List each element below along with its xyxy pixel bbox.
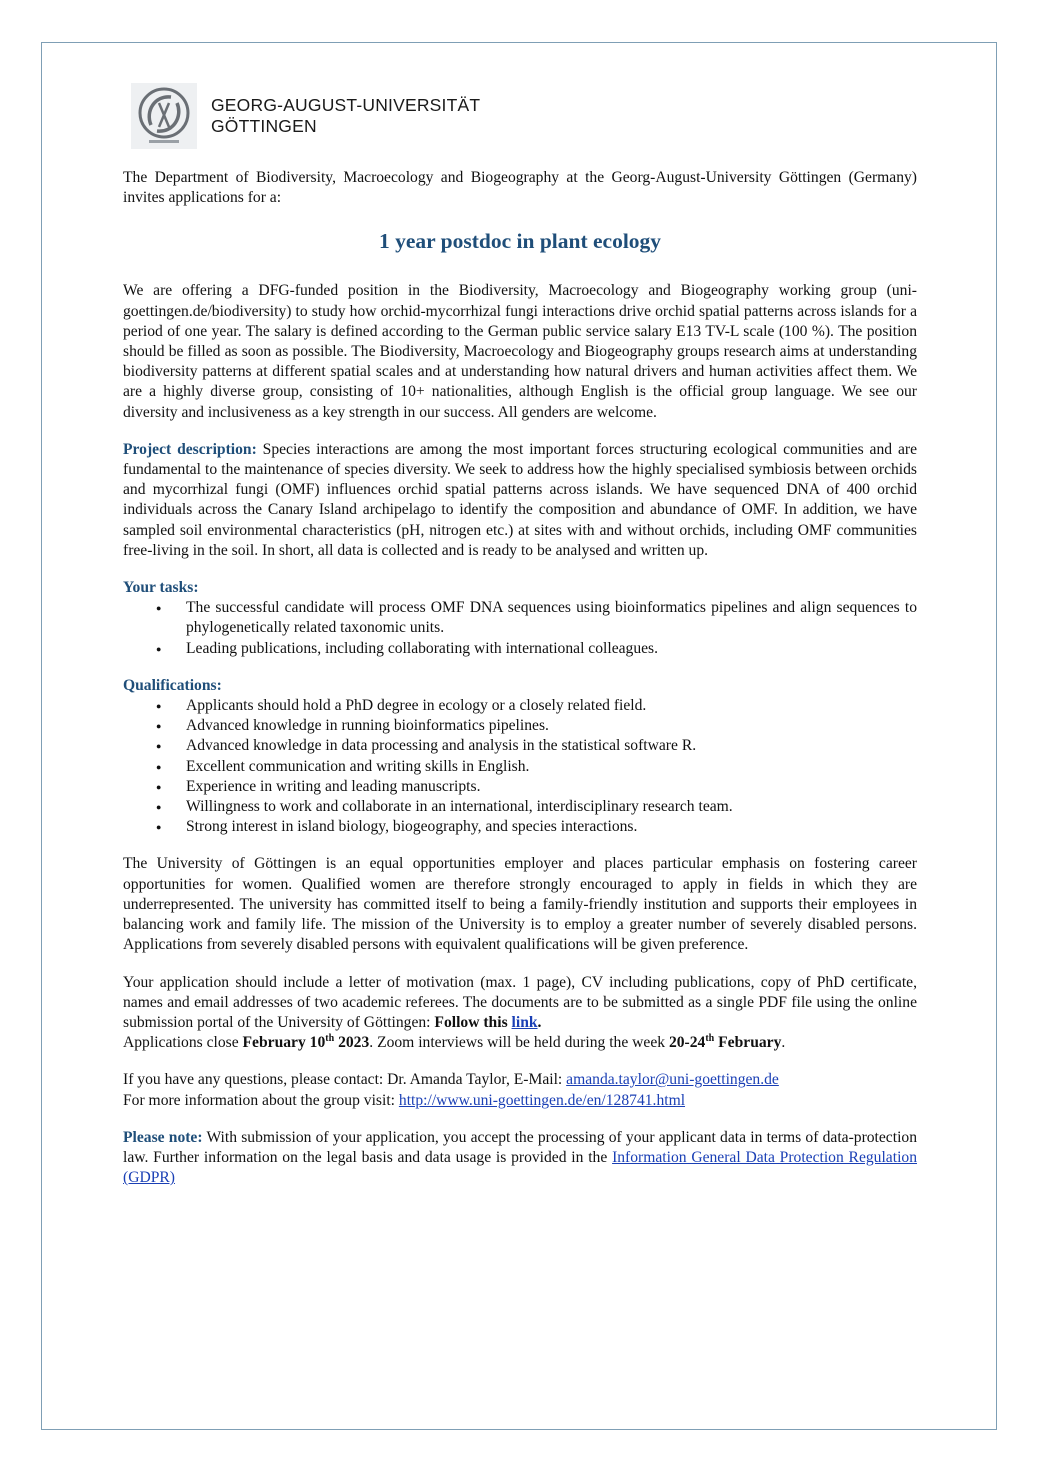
contact-paragraph bbox=[123, 1070, 917, 1110]
follow-text: Follow this bbox=[434, 1013, 512, 1031]
tasks-list bbox=[123, 598, 917, 659]
tasks-heading: Your tasks: bbox=[123, 579, 199, 597]
list-item: ● Leading publications, including collaborating with international colleagues. bbox=[186, 639, 917, 659]
interview-end: . bbox=[781, 1034, 786, 1052]
info-prefix: For more information about the group visit: bbox=[123, 1091, 399, 1109]
list-item: ● Applicants should hold a PhD degree in ecology or a closely related field. bbox=[186, 696, 917, 716]
application-text: Your application should include a letter of motivation (max. 1 page), CV including publications, copy of PhD certificate, names and email addresses of two academic referees. The documents are to be submitted as a single PDF file using the online submission portal of the University of Göttingen: bbox=[123, 973, 917, 1031]
list-item: ● Experience in writing and leading manuscripts. bbox=[186, 777, 917, 797]
close-date-day: February 10 bbox=[242, 1034, 326, 1052]
list-item: ● Advanced knowledge in data processing and analysis in the statistical software R. bbox=[186, 736, 917, 756]
logo-line-2: GÖTTINGEN bbox=[211, 116, 317, 136]
note-heading: Please note: bbox=[123, 1128, 203, 1146]
application-link[interactable]: link bbox=[511, 1013, 538, 1031]
interview-text: . Zoom interviews will be held during the week bbox=[369, 1034, 669, 1052]
contact-prefix: If you have any questions, please contact: Dr. Amanda Taylor, E-Mail: bbox=[123, 1071, 567, 1089]
list-item: ● Strong interest in island biology, biogeography, and species interactions. bbox=[186, 817, 917, 837]
list-item: ● The successful candidate will process OMF DNA sequences using bioinformatics pipelines and align sequences to phylogenetically related taxonomic units. bbox=[186, 598, 917, 638]
list-item: ● Excellent communication and writing skills in English. bbox=[186, 757, 917, 777]
university-seal-icon bbox=[131, 83, 197, 149]
interview-week-range: 20-24 bbox=[668, 1034, 706, 1052]
qualifications-heading: Qualifications: bbox=[123, 676, 222, 694]
note-text: With submission of your application, you accept the processing of your applicant data in terms of data-protection law. Further information on the legal basis and data usage is provided in the bbox=[123, 1128, 917, 1166]
intro-paragraph: The Department of Biodiversity, Macroecology and Biogeography at the Georg-August-University Göttingen (Germany) invites applications for a: bbox=[123, 169, 917, 207]
interview-week bbox=[669, 1034, 781, 1051]
project-heading: Project description: bbox=[123, 440, 257, 458]
interview-week-month: February bbox=[714, 1034, 782, 1052]
qualifications-list bbox=[123, 696, 917, 837]
page-title: 1 year postdoc in plant ecology bbox=[378, 229, 662, 254]
equal-opportunity-paragraph: The University of Göttingen is an equal opportunities employer and places particular emphasis on fostering career opportunities for women. Qualified women are therefore strongly encouraged to apply in fields in which they are underrepresented. The university has committed itself to being a family-friendly institution and supports their employees in balancing work and family life. The mission of the University is to employ a greater number of severely disabled persons. Applications from severely disabled persons with equivalent qualifications will be given preference. bbox=[123, 855, 917, 954]
document-body bbox=[123, 168, 917, 1188]
list-item: ● Advanced knowledge in running bioinformatics pipelines. bbox=[186, 716, 917, 736]
project-text: Species interactions are among the most important forces structuring ecological communities and are fundamental to the maintenance of species diversity. We seek to address how the highly specialised symbiosis between orchids and mycorrhizal fungi (OMF) influences orchid spatial patterns across islands. We have sequenced DNA of 400 orchid individuals across the Canary Island archipelago to identify the composition and abundance of OMF. In addition, we have sampled soil environmental characteristics (pH, nitrogen etc.) at sites with and without orchids, including OMF communities free-living in the soil. In short, all data is collected and is ready to be analysed and written up. bbox=[123, 440, 917, 559]
follow-suffix: . bbox=[537, 1013, 542, 1031]
group-website-link[interactable]: http://www.uni-goettingen.de/en/128741.html bbox=[398, 1091, 686, 1109]
list-item: ● Willingness to work and collaborate in an international, interdisciplinary research team. bbox=[186, 797, 917, 817]
close-date-sup: th bbox=[325, 1032, 335, 1044]
close-date-year: 2023 bbox=[334, 1034, 370, 1052]
university-logo bbox=[131, 83, 480, 149]
project-description bbox=[123, 440, 917, 561]
gdpr-link[interactable]: Information General Data Protection Regulation (GDPR) bbox=[123, 1148, 917, 1187]
close-date bbox=[243, 1034, 370, 1051]
logo-line-1: GEORG-AUGUST-UNIVERSITÄT bbox=[211, 95, 481, 115]
interview-week-sup: th bbox=[705, 1032, 715, 1044]
position-description: We are offering a DFG-funded position in the Biodiversity, Macroecology and Biogeography working group (uni-goettingen.de/biodiversity) to study how orchid-mycorrhizal fungi interactions drive orchid spatial patterns across islands for a period of one year. The salary is defined according to the German public service salary E13 TV-L scale (100 %). The position should be filled as soon as possible. The Biodiversity, Macroecology and Biogeography groups research aims at understanding biodiversity patterns at different spatial scales and at understanding how natural drivers and human activities affect them. We are a highly diverse group, consisting of 10+ nationalities, although English is the official group language. We see our diversity and inclusiveness as a key strength in our success. All genders are welcome. bbox=[123, 282, 917, 421]
contact-email-link[interactable]: amanda.taylor@uni-goettingen.de bbox=[566, 1071, 779, 1089]
note-paragraph bbox=[123, 1128, 917, 1189]
close-prefix: Applications close bbox=[123, 1034, 243, 1052]
application-paragraph bbox=[123, 973, 917, 1054]
